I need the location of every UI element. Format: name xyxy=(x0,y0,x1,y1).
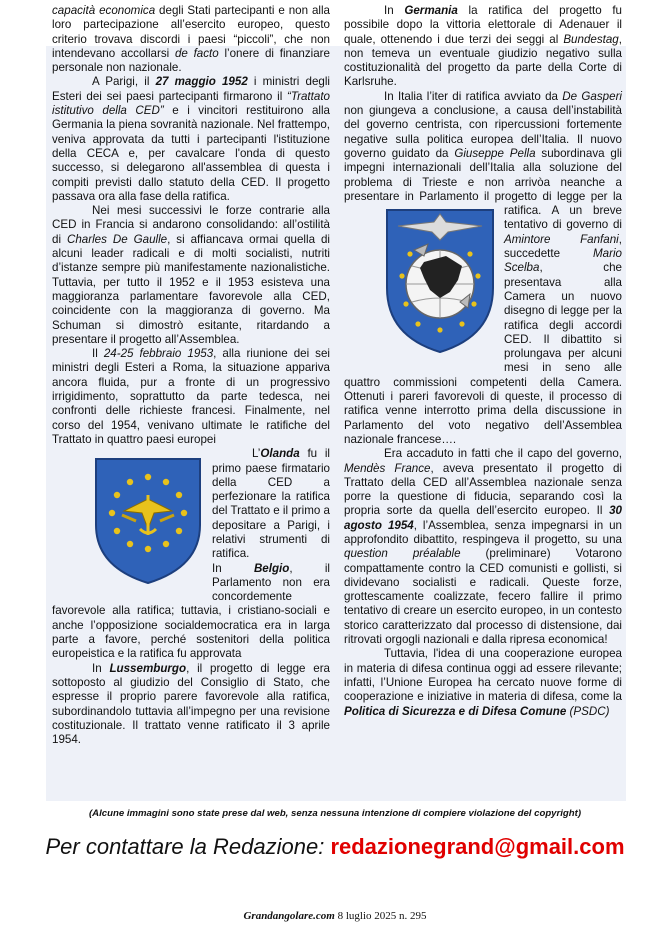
page-footer xyxy=(0,910,670,922)
footer-issue: 8 luglio 2025 n. 295 xyxy=(334,910,427,922)
paragraph: Nei mesi successivi le forze contrarie alla CED in Francia si andarono consolidando: all’ostilità di Charles De Gaulle, si affiancava ormai quella di alcuni leader radicali e di molti socialisti, nutriti d’istanze sempre più manifestamente nazionalistiche. Tuttavia, per tutto il 1952 e il 1953 esisteva una maggioranza parlamentare favorevole alla CED, coincidente con la maggioranza di governo. Ma Schuman si dimostrò esitante, ritardando a presentare il progetto all’Assemblea. xyxy=(52,204,330,346)
paragraph: Tuttavia, l'idea di una cooperazione europea in materia di difesa continua oggi ad essere rilevante; infatti, l’Unione Europea ha cercato nuove forme di cooperazione e iniziative in materia di difesa, come la Politica di Sicurezza e di Difesa Comune (PSDC) xyxy=(344,647,622,718)
paragraph: capacità economica degli Stati partecipanti e non alla loro partecipazione all’esercito europeo, questo criterio trovava discordi i paesi “piccoli”, che non intendevano accollarsi de facto l’onere di finanziare personale non nazionale. xyxy=(52,4,330,75)
paragraph: In Belgio, il Parlamento non era concordemente favorevole alla ratifica; tuttavia, i cristiano-sociali e anche l’opposizione socialdemocratica era in larga parte a favore, perché sostenitori della politica europeistica e la ratifica fu approvata xyxy=(52,561,331,661)
paragraph: L’Olanda fu il primo paese firmatario della CED a perfezionare la ratifica del Trattato e il primo a depositare a Parigi, i relativi strumenti di ratifica. xyxy=(52,447,330,561)
paragraph: In Lussemburgo, il progetto di legge era sottoposto al giudizio del Consiglio di Stato, che espresse il proprio parere favorevole alla ratifica, subordinandolo tuttavia all’impegno per una revisione costituzionale. Il trattato venne ratificato il 3 aprile 1954. xyxy=(52,661,330,747)
contact-email-link[interactable]: redazionegrand@gmail.com xyxy=(330,834,625,859)
article-right-column xyxy=(344,4,622,719)
article-left-column xyxy=(52,4,330,747)
paragraph: Era accaduto in fatti che il capo del governo, Mendès France, aveva presentato il progetto di Trattato della CED all’Assemblea nazionale senza porre la questione di fiducia, separando così la propria sorte da quella dell’esercito europeo. Il 30 agosto 1954, l’Assemblea, senza impegnarsi in un approfondito dibattito, respingeva il progetto, su una question préalable (preliminare) Votarono compattamente contro la CED comunisti e gollisti, si dividevano socialisti e radicali. Queste forze, grottescamente coalizzate, fecero fallire il primo tentativo di creare un esercito europeo, in un contesto storico caratterizzato dal processo di distensione, dai ritrovati orgogli nazionali e dalla ripresa economica! xyxy=(344,447,622,647)
paragraph: In Italia l’iter di ratifica avviato da De Gasperi non giungeva a conclusione, a causa dell’instabilità del governo centrista, con ripercussioni fortemente negative sulla politica europea dell’Italia. Il nuovo governo guidato da Giuseppe Pella subordinava gli impegni internazionali dell’Italia alla soluzione del problema di Trieste e non arrivòa neanche a presentare in Parlamento il progetto di legge per la ratifica. A un breve tentativo di governo di Amintore Fanfani, succedette Mario Scelba, che presentava alla Camera un nuovo disegno di legge per la ratifica degli accordi CED. Il dibattito si prolungava per alcuni mesi in seno alle quattro commissioni competenti della Camera. Ottenuti i pareri favorevoli di queste, il processo di ratifica venne interrotto prima della discussione in Parlamento del voto negativo dell’Assemblea nazionale francese…. xyxy=(344,89,623,446)
footer-site[interactable]: Grandangolare.com xyxy=(243,910,335,922)
copyright-note: (Alcune immagini sono state prese dal web, senza nessuna intenzione di compiere violazione del copyright) xyxy=(88,808,582,819)
paragraph: In Germania la ratifica del progetto fu possibile dopo la vittoria elettorale di Adenauer il quale, ottenendo i due terzi dei seggi al Bundestag, non temeva un eventuale giudizio negativo sulla costituzionalità del progetto da parte della Corte di Karlsruhe. xyxy=(344,4,623,89)
ced-emblem xyxy=(344,206,496,360)
paragraph: A Parigi, il 27 maggio 1952 i ministri degli Esteri dei sei paesi partecipanti firmarono il “Trattato istitutivo della CED” e i vincitori restituirono alla Germania la piena sovranità nazionale. Nel frattempo, veniva approvata da tutti i partecipanti l'istituzione della CECA e, per cavalcare l'onda di questo successo, si delegarono all'assemblea di questa i compiti previsti dallo statuto della CED. Il progetto passava ora alla fase della ratifica. xyxy=(52,75,331,203)
contact-label: Per contattare la Redazione: xyxy=(45,834,331,859)
eurofor-emblem xyxy=(52,455,204,591)
paragraph: Il 24-25 febbraio 1953, alla riunione dei sei ministri degli Esteri a Roma, la situazione appariva ancora fluida, pur a fronte di un progressivo irrigidimento, soprattutto da parte tedesca, nei confronti delle richieste francesi. Finalmente, nel corso del 1954, venivano ultimate le ratifiche del Trattato in quattro paesi europei xyxy=(52,347,330,446)
contact-line xyxy=(0,834,670,860)
